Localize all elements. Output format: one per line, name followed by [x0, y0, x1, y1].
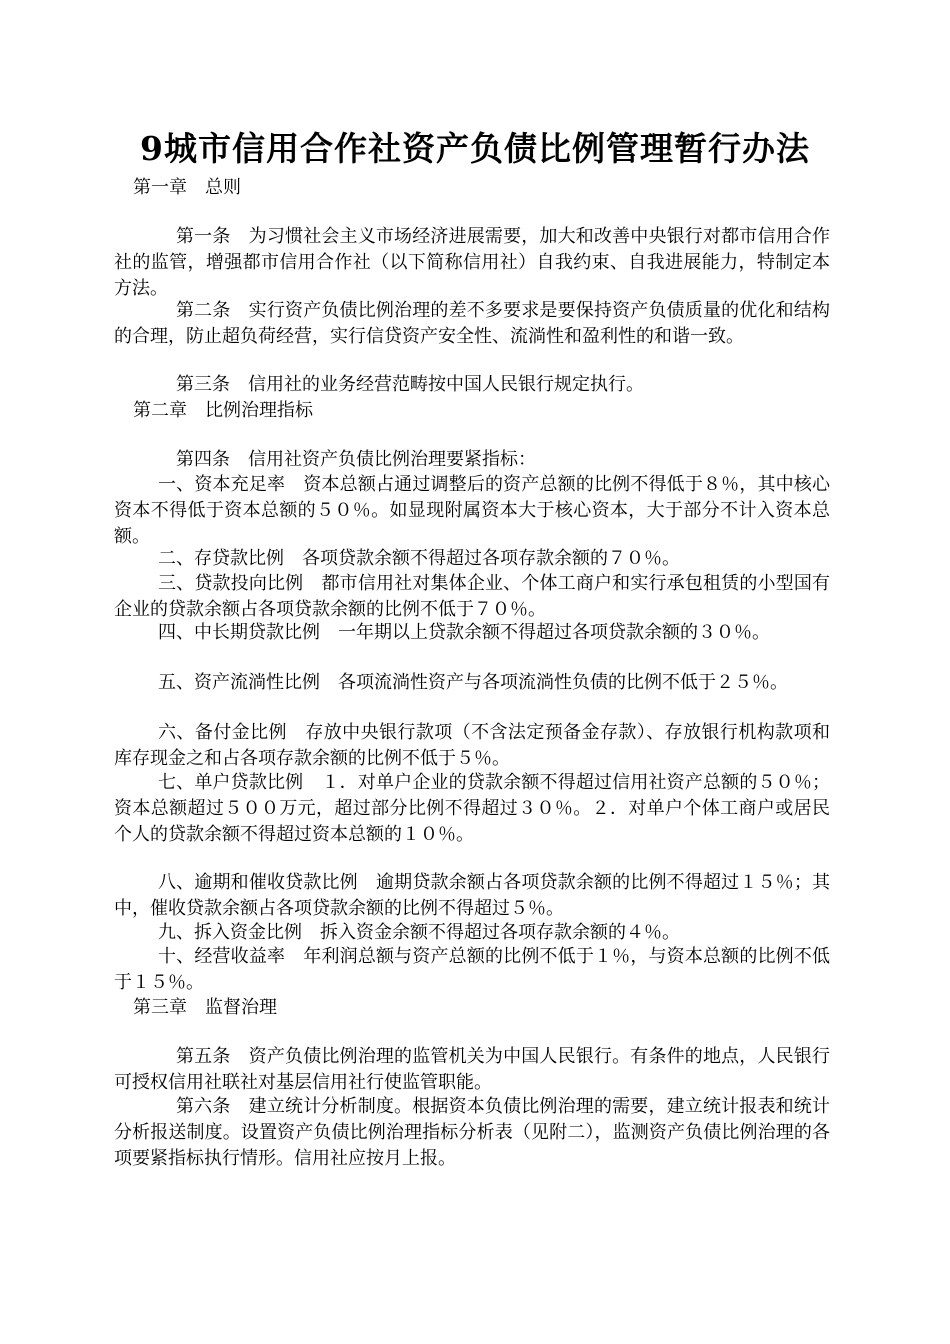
indicator-7: 七、单户贷款比例 １．对单户企业的贷款余额不得超过信用社资产总额的５０％；资本总额超过５００万元，超过部分比例不得超过３０％。２．对单户个体工商户或居民个人的贷款余额不得超过资本总额的１０％。	[114, 772, 830, 845]
article-6: 第六条 建立统计分析制度。根据资本负债比例治理的需要，建立统计报表和统计分析报送制度。设置资产负债比例治理指标分析表（见附二），监测资产负债比例治理的各项要紧指标执行情形。信用社应按月上报。	[114, 1096, 830, 1169]
article-5: 第五条 资产负债比例治理的监管机关为中国人民银行。有条件的地点，人民银行可授权信用社联社对基层信用社行使监管职能。	[114, 1046, 830, 1093]
indicator-10: 十、经营收益率 年利润总额与资产总额的比例不低于１％，与资本总额的比例不低于１５％。	[114, 946, 830, 993]
chapter-heading-3: 第三章 监督治理	[133, 997, 277, 1018]
indicator-8: 八、逾期和催收贷款比例 逾期贷款余额占各项贷款余额的比例不得超过１５％；其中，催收贷款余额占各项贷款余额的比例不得超过５％。	[114, 872, 830, 919]
chapter-heading-2: 第二章 比例治理指标	[133, 400, 313, 421]
document-title: 9城市信用合作社资产负债比例管理暂行办法	[140, 129, 810, 168]
indicator-2: 二、存贷款比例 各项贷款余额不得超过各项存款余额的７０％。	[158, 548, 680, 569]
article-2: 第二条 实行资产负债比例治理的差不多要求是要保持资产负债质量的优化和结构的合理，防止超负荷经营，实行信贷资产安全性、流淌性和盈利性的和谐一致。	[114, 300, 830, 347]
indicator-3: 三、贷款投向比例 都市信用社对集体企业、个体工商户和实行承包租赁的小型国有企业的贷款余额占各项贷款余额的比例不低于７０％。	[114, 573, 830, 620]
article-1: 第一条 为习惯社会主义市场经济进展需要，加大和改善中央银行对都市信用合作社的监管，增强都市信用合作社（以下简称信用社）自我约束、自我进展能力，特制定本方法。	[114, 226, 830, 299]
chapter-heading-1: 第一章 总则	[133, 177, 241, 198]
indicator-6: 六、备付金比例 存放中央银行款项（不含法定预备金存款）、存放银行机构款项和库存现金之和占各项存款余额的比例不低于５％。	[114, 722, 830, 769]
indicator-9: 九、拆入资金比例 拆入资金余额不得超过各项存款余额的４％。	[158, 922, 680, 943]
indicator-5: 五、资产流淌性比例 各项流淌性资产与各项流淌性负债的比例不低于２５％。	[158, 672, 788, 693]
article-3: 第三条 信用社的业务经营范畴按中国人民银行规定执行。	[176, 374, 644, 395]
article-4: 第四条 信用社资产负债比例治理要紧指标：	[176, 449, 536, 470]
indicator-1: 一、资本充足率 资本总额占通过调整后的资产总额的比例不得低于８％，其中核心资本不得低于资本总额的５０％。如显现附属资本大于核心资本，大于部分不计入资本总额。	[114, 474, 830, 547]
indicator-4: 四、中长期贷款比例 一年期以上贷款余额不得超过各项贷款余额的３０％。	[158, 622, 770, 643]
